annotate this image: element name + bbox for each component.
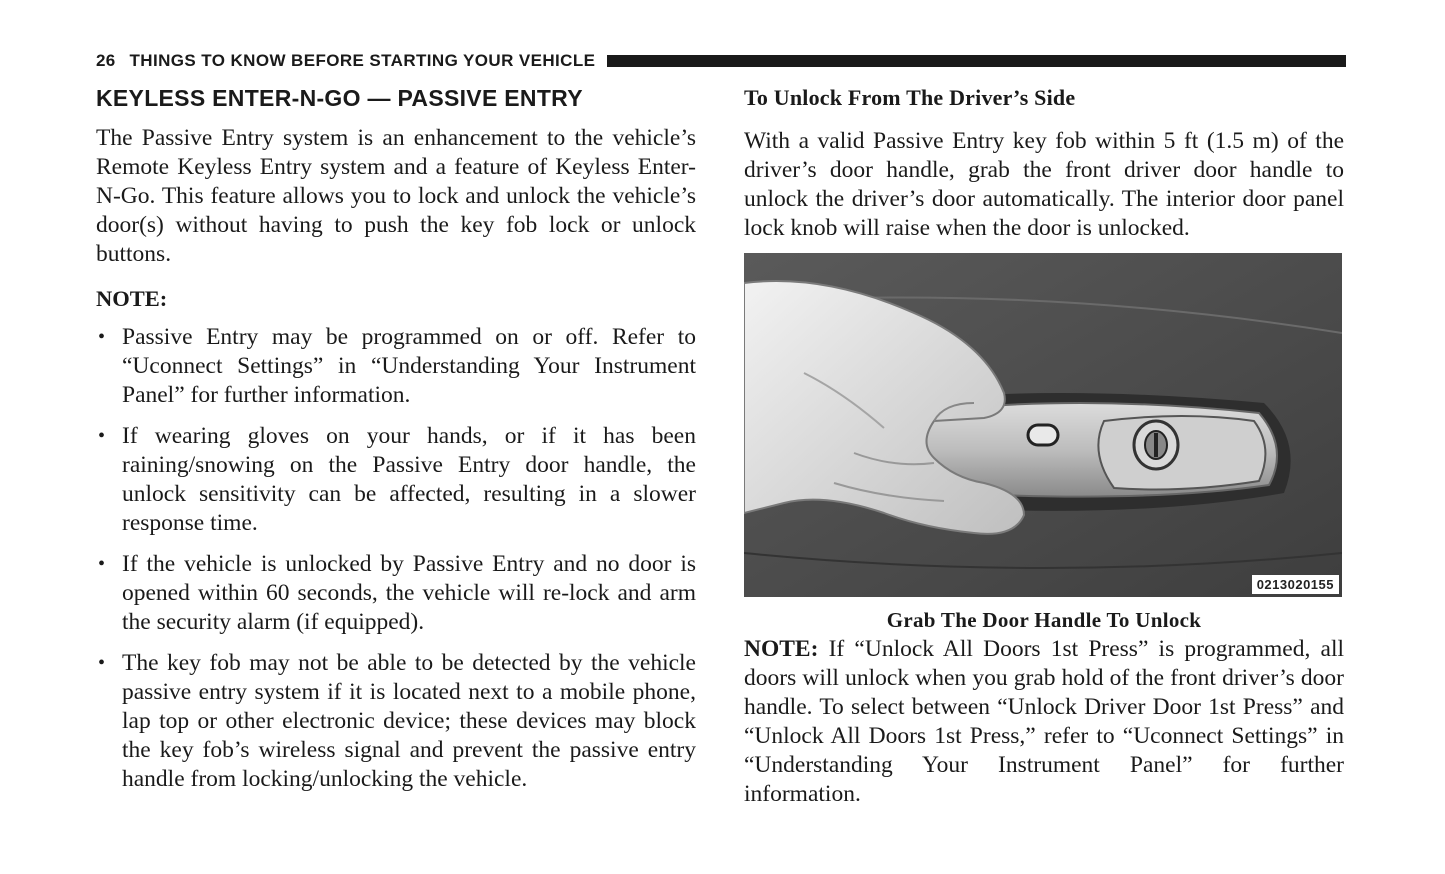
bullet-text: Passive Entry may be programmed on or off. Refer to “Uconnect Settings” in “Understanding Your Instrument Panel” for further information. bbox=[122, 324, 696, 408]
unlock-note-paragraph bbox=[744, 635, 1344, 809]
figure-caption: Grab The Door Handle To Unlock bbox=[886, 608, 1202, 632]
door-handle-figure bbox=[744, 253, 1342, 597]
list-item bbox=[96, 649, 696, 794]
note-text: If “Unlock All Doors 1st Press” is programmed, all doors will unlock when you grab hold of the front driver’s door handle. To select between “Unlock Driver Door 1st Press” and “Unlock All Doors 1st Press,” refer to “Uconnect Settings” in “Understanding Your Instrument Panel” for further information. bbox=[744, 636, 1344, 807]
list-item bbox=[96, 422, 696, 538]
bullet-text: The key fob may not be able to be detected by the vehicle passive entry system if it is located next to a mobile phone, lap top or other electronic device; these devices may block the key fob’s wireless signal and prevent the passive entry handle from locking/unlocking the vehicle. bbox=[122, 650, 696, 792]
note-label: NOTE: bbox=[96, 286, 168, 311]
header-rule bbox=[607, 55, 1346, 67]
note-label-inline: NOTE: bbox=[744, 636, 819, 662]
right-column bbox=[744, 84, 1344, 809]
bullet-icon: • bbox=[98, 652, 106, 674]
bullet-icon: • bbox=[98, 326, 106, 348]
bullet-text: If the vehicle is unlocked by Passive Entry and no door is opened within 60 seconds, the vehicle will re-lock and arm the security alarm (if equipped). bbox=[122, 551, 696, 635]
bullet-icon: • bbox=[98, 553, 106, 575]
bullet-text: If wearing gloves on your hands, or if it has been raining/snowing on the Passive Entry door handle, the unlock sensitivity can be affected, resulting in a slower response time. bbox=[122, 423, 696, 536]
figure-id: 0213020155 bbox=[1252, 575, 1339, 594]
list-item bbox=[96, 550, 696, 637]
intro-paragraph: The Passive Entry system is an enhancement to the vehicle’s Remote Keyless Entry system and a feature of Keyless Enter-N-Go. This feature allows you to lock and unlock the vehicle’s door(s) without having to push the key fob lock or unlock buttons. bbox=[96, 125, 696, 267]
bullet-icon: • bbox=[98, 425, 106, 447]
door-handle-hand-icon bbox=[744, 253, 1342, 597]
left-column bbox=[96, 84, 696, 806]
page-number: 26 bbox=[96, 51, 116, 70]
list-item bbox=[96, 323, 696, 410]
note-bullet-list bbox=[96, 323, 696, 794]
chapter-title: THINGS TO KNOW BEFORE STARTING YOUR VEHICLE bbox=[129, 51, 596, 70]
section-heading: KEYLESS ENTER-N-GO — PASSIVE ENTRY bbox=[96, 85, 583, 111]
page-header bbox=[96, 50, 1346, 72]
unlock-paragraph: With a valid Passive Entry key fob within 5 ft (1.5 m) of the driver’s door handle, grab the front driver door handle to unlock the driver’s door automatically. The interior door panel lock knob will raise when the door is unlocked. bbox=[744, 128, 1344, 241]
subsection-heading: To Unlock From The Driver’s Side bbox=[744, 85, 1076, 110]
